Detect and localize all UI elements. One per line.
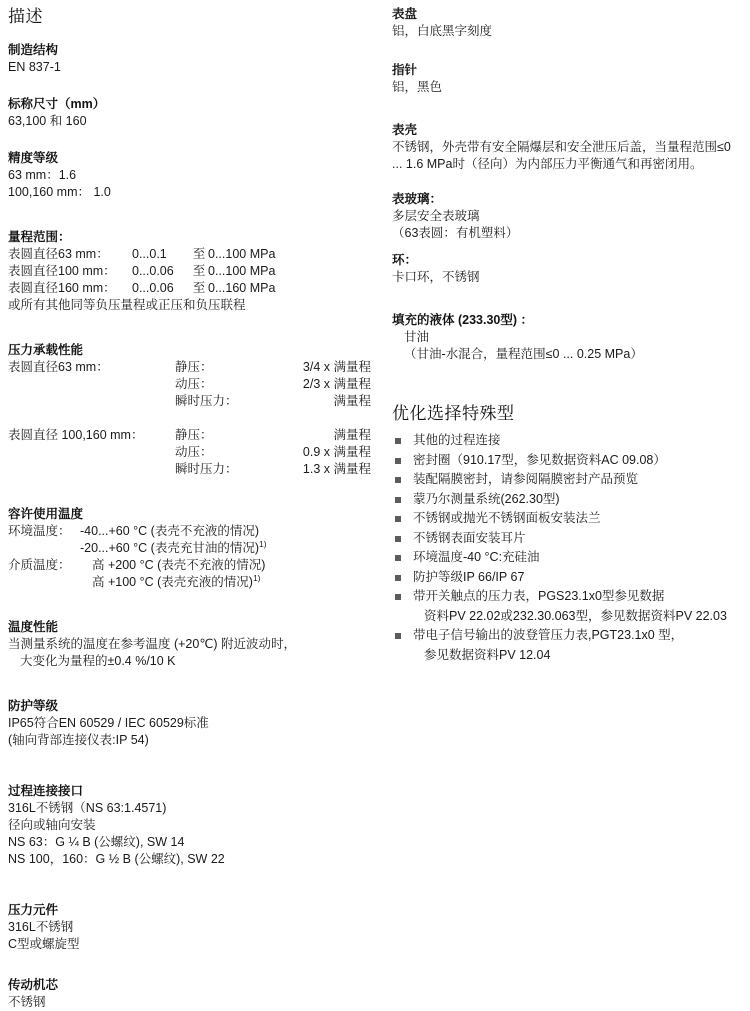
list-item-continuation: 参见数据资料PV 12.04 xyxy=(424,647,551,662)
temp-allow-head: 容许使用温度 xyxy=(8,507,84,521)
range-from: 0...0.06 xyxy=(132,264,174,278)
range-to-word: 至 xyxy=(192,264,206,278)
pointer-head: 指针 xyxy=(392,63,418,77)
range-to-word: 至 xyxy=(192,281,206,295)
temp-allow-value: 高 +200 °C (表壳不充液的情况) xyxy=(92,558,266,572)
temp-allow-label: 介质温度： xyxy=(8,558,71,572)
temp-perf-line1: 当测量系统的温度在参考温度 (+20℃) 附近波动时， xyxy=(8,637,297,651)
list-item-label: 蒙乃尔测量系统(262.30型) xyxy=(413,491,560,506)
range-label: 表圆直径100 mm： xyxy=(8,264,116,278)
list-item[interactable] xyxy=(392,568,742,588)
block-allowable-temperature xyxy=(8,506,380,591)
pressure-perf-size: 表圆直径 100,160 mm： xyxy=(8,428,144,442)
left-column xyxy=(8,0,380,1011)
pressure-perf-row xyxy=(8,376,380,393)
movement-head: 传动机芯 xyxy=(8,978,59,992)
process-conn-line3: NS 63：G ¼ B (公螺纹), SW 14 xyxy=(8,835,185,849)
list-item[interactable] xyxy=(392,587,742,626)
temp-allow-value: -20...+60 °C (表壳充甘油的情况)$^{1)}$ xyxy=(80,538,267,555)
list-item-continuation: 资料PV 22.02或232.30.063型，参见数据资料PV 22.03 xyxy=(424,608,727,623)
temp-allow-row xyxy=(8,540,380,557)
process-conn-line2: 径向或轴向安装 xyxy=(8,818,96,832)
pressure-perf-row xyxy=(8,444,380,461)
temp-perf-line2: 大变化为量程的±0.4 %/10 K xyxy=(20,654,176,668)
pressure-perf-row xyxy=(8,427,380,444)
range-label: 表圆直径160 mm： xyxy=(8,281,116,295)
page-title: 描述 xyxy=(8,7,43,26)
range-to-word: 至 xyxy=(192,247,206,261)
footnote-marker: 1) xyxy=(252,572,261,583)
range-row xyxy=(8,263,380,280)
fill-head: 填充的液体 (233.30型) ： xyxy=(392,313,534,327)
ring-line1: 卡口环，不锈钢 xyxy=(392,270,480,284)
square-bullet-icon xyxy=(395,438,401,444)
square-bullet-icon xyxy=(395,458,401,464)
case-head: 表壳 xyxy=(392,123,418,137)
range-upper: 0...160 MPa xyxy=(208,281,276,295)
pressure-perf-type: 动压： xyxy=(175,377,213,391)
pressure-perf-value: 满量程 xyxy=(333,394,371,408)
pressure-perf-size xyxy=(8,376,175,393)
pressure-perf-value: 2/3 x 满量程 xyxy=(302,377,371,391)
square-bullet-icon xyxy=(395,536,401,542)
temp-allow-label xyxy=(8,540,80,557)
dial-line1: 铝，白底黑字刻度 xyxy=(392,24,493,38)
block-accuracy xyxy=(8,150,380,201)
nominal-size-line1: 63,100 和 160 xyxy=(8,114,87,128)
list-item[interactable] xyxy=(392,470,742,490)
pressure-perf-row xyxy=(8,461,380,478)
list-item-label: 不锈钢或抛光不锈钢面板安装法兰 xyxy=(413,511,601,525)
pressure-perf-value: 1.3 x 满量程 xyxy=(302,462,371,476)
glass-line2: （63表圆：有机塑料） xyxy=(392,226,519,240)
list-item[interactable] xyxy=(392,529,742,549)
block-dial xyxy=(392,6,742,40)
list-item[interactable] xyxy=(392,509,742,529)
footnote-marker: 1) xyxy=(259,538,267,549)
case-line1: 不锈钢，外壳带有安全隔爆层和安全泄压后盖，当量程范围≤0 ... 1.6 MPa时（径向）为内部压力平衡通气和再密闭用。 xyxy=(392,140,731,171)
range-from: 0...0.1 xyxy=(132,247,167,261)
range-row xyxy=(8,280,380,297)
options-title: 优化选择特殊型 xyxy=(392,404,515,423)
list-item[interactable] xyxy=(392,490,742,510)
dial-head: 表盘 xyxy=(392,7,418,21)
process-conn-line4: NS 100，160：G ½ B (公螺纹), SW 22 xyxy=(8,852,225,866)
list-item-label: 带电子信号输出的波登管压力表,PGT23.1x0 型， xyxy=(413,628,684,642)
block-nominal-size xyxy=(8,96,380,130)
temp-allow-label: 环境温度： xyxy=(8,524,71,538)
protection-line2: (轴向背部连接仪表:IP 54) xyxy=(8,733,149,747)
block-protection-grade xyxy=(8,698,380,749)
temp-allow-value: -40...+60 °C (表壳不充液的情况) xyxy=(80,524,259,538)
block-temperature-performance xyxy=(8,619,380,670)
pressure-perf-head: 压力承载性能 xyxy=(8,343,84,357)
glass-head: 表玻璃： xyxy=(392,192,443,206)
block-measuring-range xyxy=(8,229,380,314)
list-item-label: 不锈钢表面安装耳片 xyxy=(413,530,526,545)
square-bullet-icon xyxy=(395,555,401,561)
accuracy-head: 精度等级 xyxy=(8,151,59,165)
temp-allow-row xyxy=(8,557,380,574)
pressure-perf-type: 瞬时压力： xyxy=(175,394,238,408)
temp-allow-label xyxy=(8,574,80,591)
right-column xyxy=(392,0,742,665)
pressure-element-head: 压力元件 xyxy=(8,903,59,917)
list-item[interactable] xyxy=(392,431,742,451)
accuracy-line2: 100,160 mm： 1.0 xyxy=(8,185,111,199)
ring-head: 环： xyxy=(392,253,418,267)
block-process-connection xyxy=(8,783,380,868)
nominal-size-head: 标称尺寸（mm） xyxy=(8,97,106,111)
range-upper: 0...100 MPa xyxy=(208,264,276,278)
temp-allow-value: 高 +100 °C (表壳充液的情况)$^{1)}$ xyxy=(92,572,261,589)
block-pressure-element xyxy=(8,902,380,953)
block-fill-fluid xyxy=(392,312,742,363)
pressure-perf-size xyxy=(8,461,175,478)
range-head: 量程范围： xyxy=(8,230,71,244)
range-row xyxy=(8,246,380,263)
temp-perf-head: 温度性能 xyxy=(8,620,59,634)
process-conn-head: 过程连接接口 xyxy=(8,784,84,798)
range-from: 0...0.06 xyxy=(132,281,174,295)
manufacture-head: 制造结构 xyxy=(8,43,59,57)
temp-allow-row xyxy=(8,574,380,591)
square-bullet-icon xyxy=(395,594,401,600)
range-label: 表圆直径63 mm： xyxy=(8,247,109,261)
square-bullet-icon xyxy=(395,633,401,639)
pressure-perf-size xyxy=(8,393,175,410)
list-item-label: 环境温度-40 °C:充硅油 xyxy=(413,550,540,564)
manufacture-line1: EN 837-1 xyxy=(8,60,61,74)
block-manufacture xyxy=(8,42,380,76)
process-conn-line1: 316L不锈钢（NS 63:1.4571) xyxy=(8,801,167,815)
glass-line1: 多层安全表玻璃 xyxy=(392,209,480,223)
block-movement xyxy=(8,977,380,1011)
pressure-perf-row xyxy=(8,393,380,410)
pressure-perf-value: 满量程 xyxy=(333,428,371,442)
list-item-label: 其他的过程连接 xyxy=(413,433,501,447)
block-case xyxy=(392,122,742,173)
list-item-label: 防护等级IP 66/IP 67 xyxy=(413,569,525,584)
pressure-perf-size: 表圆直径63 mm： xyxy=(8,360,109,374)
pointer-line1: 铝，黑色 xyxy=(392,80,443,94)
options-list xyxy=(392,431,742,665)
fill-line1: 甘油 xyxy=(404,330,430,344)
protection-line1: IP65符合EN 60529 / IEC 60529标准 xyxy=(8,716,209,730)
temp-allow-row xyxy=(8,523,380,540)
pressure-perf-value: 3/4 x 满量程 xyxy=(302,360,371,374)
block-ring xyxy=(392,252,742,286)
range-upper: 0...100 MPa xyxy=(208,247,276,261)
movement-line1: 不锈钢 xyxy=(8,995,46,1009)
square-bullet-icon xyxy=(395,516,401,522)
pressure-perf-value: 0.9 x 满量程 xyxy=(302,445,371,459)
protection-head: 防护等级 xyxy=(8,699,59,713)
list-item-label: 装配隔膜密封，请参阅隔膜密封产品预览 xyxy=(413,472,639,486)
accuracy-line1: 63 mm：1.6 xyxy=(8,168,77,182)
list-item[interactable] xyxy=(392,548,742,568)
square-bullet-icon xyxy=(395,477,401,483)
block-glass xyxy=(392,191,742,242)
pressure-perf-type: 静压： xyxy=(175,360,213,374)
pressure-element-line1: 316L不锈钢 xyxy=(8,920,74,934)
pressure-perf-size xyxy=(8,444,175,461)
square-bullet-icon xyxy=(395,497,401,503)
fill-line2: （甘油-水混合，量程范围≤0 ... 0.25 MPa） xyxy=(404,347,643,361)
block-pressure-performance xyxy=(8,342,380,478)
pressure-perf-type: 动压： xyxy=(175,445,213,459)
pressure-element-line2: C型或螺旋型 xyxy=(8,937,80,951)
block-pointer xyxy=(392,62,742,96)
list-item[interactable] xyxy=(392,451,742,471)
pressure-perf-type: 瞬时压力： xyxy=(175,462,238,476)
range-footer: 或所有其他同等负压量程或正压和负压联程 xyxy=(8,298,246,312)
pressure-perf-row xyxy=(8,359,380,376)
square-bullet-icon xyxy=(395,575,401,581)
pressure-perf-type: 静压： xyxy=(175,428,213,442)
list-item-label: 密封圈（910.17型，参见数据资料AC 09.08） xyxy=(413,452,666,467)
list-item-label: 带开关触点的压力表，PGS23.1x0型参见数据 xyxy=(413,589,665,603)
list-item[interactable] xyxy=(392,626,742,665)
